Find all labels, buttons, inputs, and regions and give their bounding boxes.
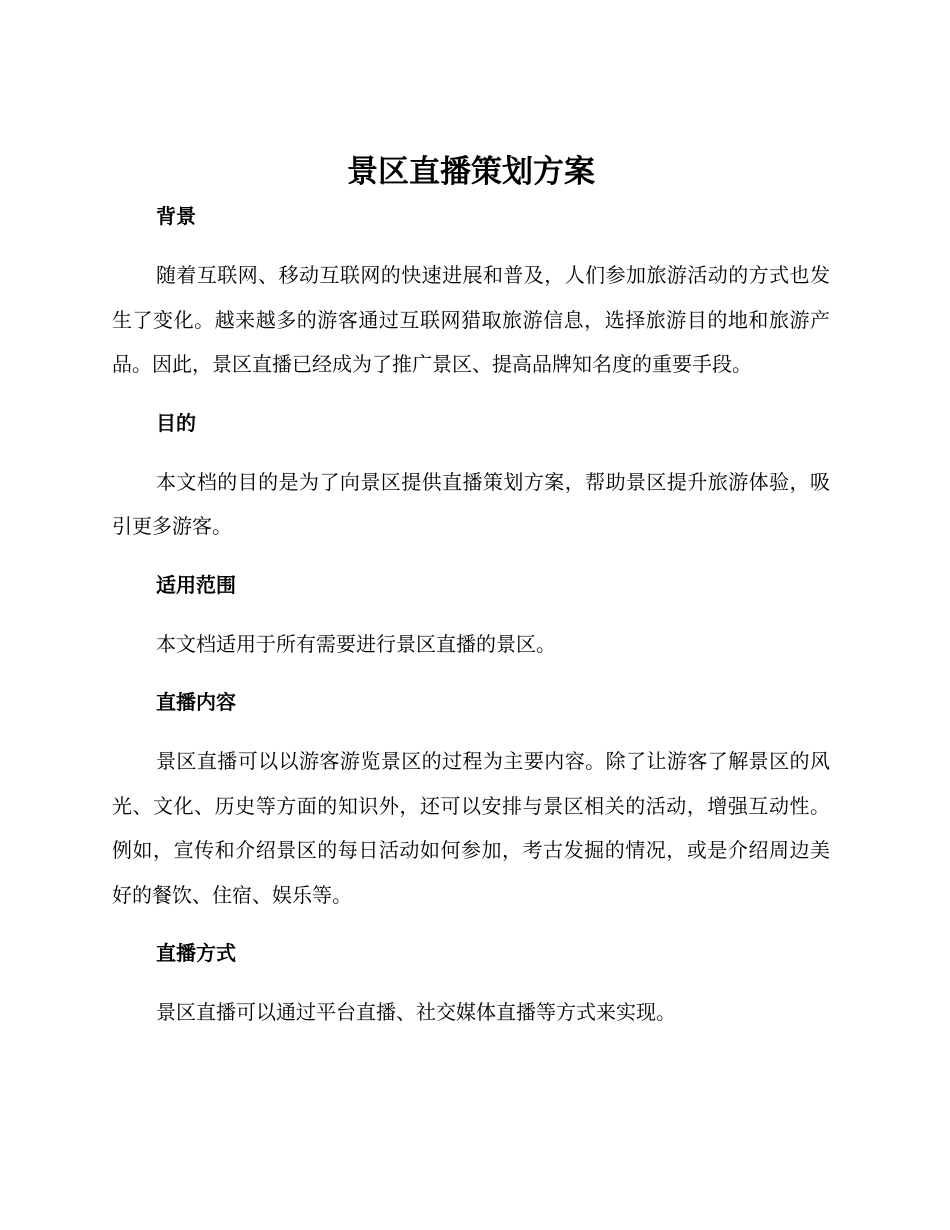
section-heading-background: 背景 <box>156 204 196 228</box>
section-scope <box>112 569 830 687</box>
document-title: 景区直播策划方案 <box>347 154 595 190</box>
section-live-content <box>112 686 830 937</box>
section-heading-purpose: 目的 <box>156 410 196 435</box>
section-heading-live-method: 直播方式 <box>156 941 236 965</box>
section-body-purpose: 本文档的目的是为了向景区提供直播策划方案，帮助景区提升旅游体验，吸引更多游客。 <box>112 469 830 538</box>
section-body-live-method: 景区直播可以通过平台直播、社交媒体直播等方式来实现。 <box>156 1000 676 1024</box>
section-body-background: 随着互联网、移动互联网的快速进展和普及，人们参加旅游活动的方式也发生了变化。越来越多的游客通过互联网猎取旅游信息，选择旅游目的地和旅游产品。因此，景区直播已经成为了推广景区、提高品牌知名度的重要手段。 <box>112 263 830 376</box>
section-body-scope: 本文档适用于所有需要进行景区直播的景区。 <box>156 631 556 656</box>
section-background <box>112 200 830 407</box>
section-live-method <box>112 937 830 1035</box>
section-heading-live-content: 直播内容 <box>156 690 236 714</box>
section-heading-scope: 适用范围 <box>156 572 236 597</box>
section-purpose <box>112 407 830 569</box>
section-body-live-content: 景区直播可以以游客游览景区的过程为主要内容。除了让游客了解景区的风光、文化、历史等方面的知识外，还可以安排与景区相关的活动，增强互动性。例如，宣传和介绍景区的每日活动如何参加，考古发掘的情况，或是介绍周边美好的餐饮、住宿、娱乐等。 <box>112 749 830 907</box>
document-page <box>112 150 830 1035</box>
